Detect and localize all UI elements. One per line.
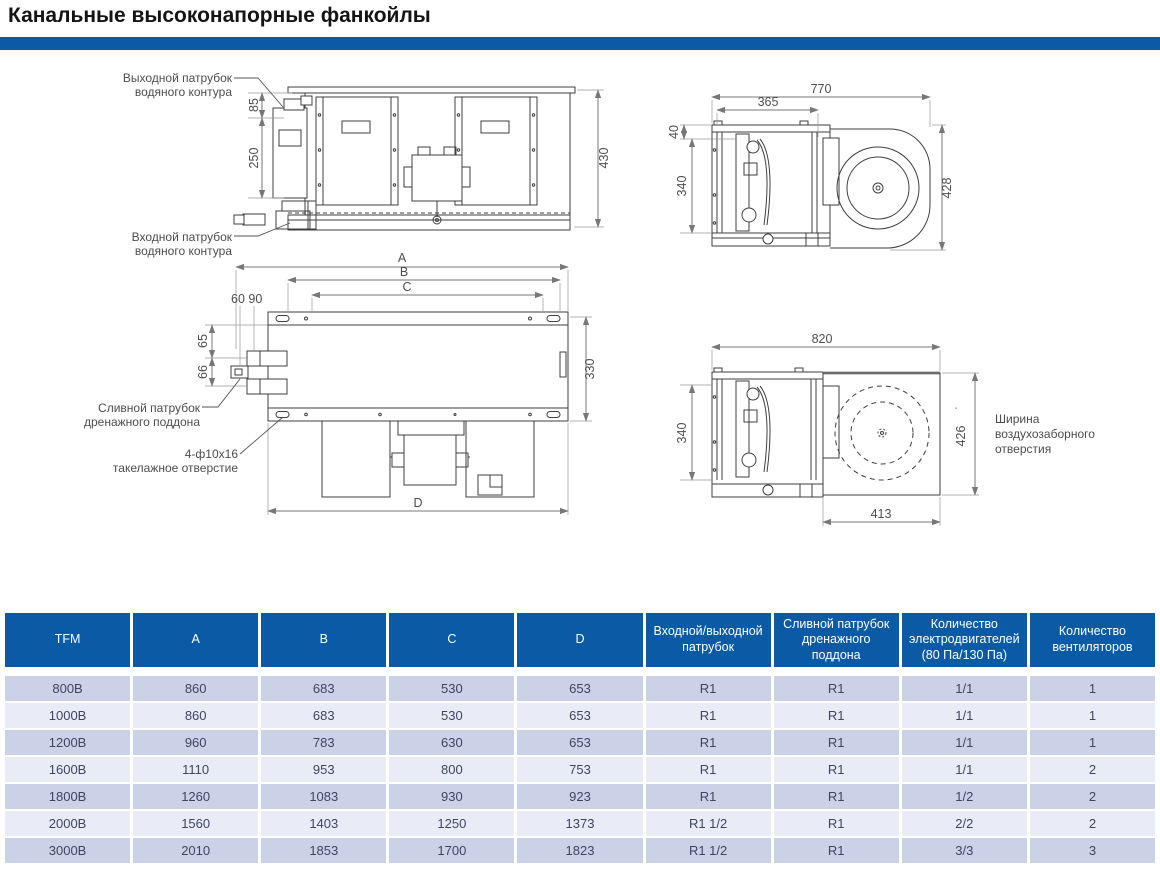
- cell-d: 653: [517, 703, 642, 728]
- intake-width-label-line3: отверстия: [995, 442, 1052, 456]
- cell-motors: 1/2: [902, 784, 1027, 809]
- drain-pipe-label-line1: Сливной патрубок: [98, 401, 200, 415]
- cell-c: 1700: [389, 838, 514, 863]
- cell-pipe: R1: [646, 703, 771, 728]
- dim-60-90: 60 90: [231, 292, 263, 306]
- table-header-row: [5, 613, 1155, 667]
- cell-pipe: R1 1/2: [646, 811, 771, 836]
- rigging-hole-label-line2: такелажное отверстие: [112, 461, 238, 475]
- dim-340-intake: 340: [675, 422, 689, 444]
- table-row: [5, 703, 1155, 728]
- header-tfm: TFM: [5, 613, 130, 667]
- cell-b: 1853: [261, 838, 386, 863]
- table-row: [5, 784, 1155, 809]
- table-row: [5, 676, 1155, 701]
- cell-drain: R1: [774, 730, 899, 755]
- cell-pipe: R1: [646, 730, 771, 755]
- dim-B: B: [399, 265, 409, 279]
- specs-table: [5, 613, 1155, 865]
- cell-b: 683: [261, 676, 386, 701]
- cell-b: 1403: [261, 811, 386, 836]
- cell-a: 1560: [133, 811, 258, 836]
- title-underline-bar: [0, 37, 1160, 50]
- cell-d: 923: [517, 784, 642, 809]
- cell-c: 800: [389, 757, 514, 782]
- cell-drain: R1: [774, 703, 899, 728]
- dim-413: 413: [870, 507, 892, 521]
- technical-drawings: [0, 55, 1160, 613]
- inlet-pipe-label-line1: Входной патрубок: [131, 230, 232, 244]
- header-a: A: [133, 613, 258, 667]
- dim-428: 428: [940, 177, 954, 199]
- cell-motors: 1/1: [902, 676, 1027, 701]
- intake-width-label-line2: воздухозаборного: [995, 427, 1095, 441]
- cell-d: 1823: [517, 838, 642, 863]
- cell-a: 1110: [133, 757, 258, 782]
- cell-motors: 1/1: [902, 730, 1027, 755]
- dim-340-side: 340: [675, 175, 689, 197]
- drain-pipe-label-line2: дренажного поддона: [84, 415, 200, 429]
- dim-426: 426: [954, 425, 968, 447]
- inlet-pipe-label-line2: водяного контура: [134, 244, 232, 258]
- cell-drain: R1: [774, 676, 899, 701]
- cell-a: 1260: [133, 784, 258, 809]
- cell-fans: 1: [1030, 703, 1155, 728]
- cell-a: 2010: [133, 838, 258, 863]
- intake-width-label-line1: Ширина: [995, 412, 1040, 426]
- cell-c: 930: [389, 784, 514, 809]
- cell-drain: R1: [774, 811, 899, 836]
- cell-b: 953: [261, 757, 386, 782]
- cell-b: 683: [261, 703, 386, 728]
- header-inlet-outlet-pipe: Входной/выходной патрубок: [646, 613, 771, 667]
- dim-820: 820: [811, 332, 833, 346]
- dim-D: D: [413, 496, 423, 510]
- cell-fans: 1: [1030, 730, 1155, 755]
- cell-d: 653: [517, 730, 642, 755]
- cell-pipe: R1: [646, 676, 771, 701]
- dim-66: 66: [196, 365, 210, 379]
- table-row: [5, 730, 1155, 755]
- page-title: Канальные высоконапорные фанкойлы: [8, 4, 431, 27]
- cell-c: 1250: [389, 811, 514, 836]
- dim-426-footnote-mark: ▪: [955, 406, 958, 412]
- cell-drain: R1: [774, 757, 899, 782]
- cell-drain: R1: [774, 838, 899, 863]
- intake-view-drawing: [675, 332, 1095, 526]
- outlet-pipe-label-line2: водяного контура: [134, 85, 232, 99]
- header-drain-pipe: Сливной патрубок дренажного поддона: [774, 613, 899, 667]
- dim-A: A: [397, 251, 407, 265]
- dim-C: C: [402, 280, 412, 294]
- cell-c: 530: [389, 703, 514, 728]
- cell-fans: 1: [1030, 676, 1155, 701]
- cell-pipe: R1: [646, 784, 771, 809]
- rigging-hole-label-line1: 4-ф10х16: [184, 447, 238, 461]
- dim-430: 430: [597, 147, 611, 169]
- cell-fans: 2: [1030, 784, 1155, 809]
- cell-a: 860: [133, 703, 258, 728]
- cell-d: 1373: [517, 811, 642, 836]
- dim-85: 85: [247, 98, 261, 112]
- dim-330: 330: [583, 358, 597, 380]
- dim-365: 365: [757, 95, 779, 109]
- side-view-drawing: [667, 82, 954, 250]
- cell-drain: R1: [774, 784, 899, 809]
- cell-c: 530: [389, 676, 514, 701]
- cell-a: 960: [133, 730, 258, 755]
- cell-model: 800В: [5, 676, 130, 701]
- cell-model: 1000В: [5, 703, 130, 728]
- cell-fans: 2: [1030, 757, 1155, 782]
- cell-b: 783: [261, 730, 386, 755]
- cell-model: 1200В: [5, 730, 130, 755]
- table-row: [5, 811, 1155, 836]
- cell-motors: 2/2: [902, 811, 1027, 836]
- cell-b: 1083: [261, 784, 386, 809]
- cell-model: 1600В: [5, 757, 130, 782]
- cell-motors: 1/1: [902, 703, 1027, 728]
- cell-model: 2000В: [5, 811, 130, 836]
- dim-65: 65: [196, 334, 210, 348]
- cell-model: 1800В: [5, 784, 130, 809]
- outlet-pipe-label-line1: Выходной патрубок: [122, 71, 232, 85]
- header-d: D: [517, 613, 642, 667]
- cell-model: 3000В: [5, 838, 130, 863]
- table-row: [5, 757, 1155, 782]
- cell-fans: 3: [1030, 838, 1155, 863]
- cell-d: 653: [517, 676, 642, 701]
- front-view-drawing: [123, 71, 611, 258]
- cell-motors: 3/3: [902, 838, 1027, 863]
- cell-pipe: R1 1/2: [646, 838, 771, 863]
- cell-motors: 1/1: [902, 757, 1027, 782]
- cell-a: 860: [133, 676, 258, 701]
- cell-fans: 2: [1030, 811, 1155, 836]
- header-c: C: [389, 613, 514, 667]
- table-row: [5, 838, 1155, 863]
- dim-250: 250: [247, 147, 261, 169]
- header-motor-count: Количество электродвигателей (80 Па/130 Па): [902, 613, 1027, 667]
- dim-770: 770: [810, 82, 832, 96]
- cell-pipe: R1: [646, 757, 771, 782]
- header-fan-count: Количество вентиляторов: [1030, 613, 1155, 667]
- cell-d: 753: [517, 757, 642, 782]
- header-b: B: [261, 613, 386, 667]
- plan-view-drawing: [84, 251, 597, 515]
- dim-40: 40: [667, 125, 681, 139]
- cell-c: 630: [389, 730, 514, 755]
